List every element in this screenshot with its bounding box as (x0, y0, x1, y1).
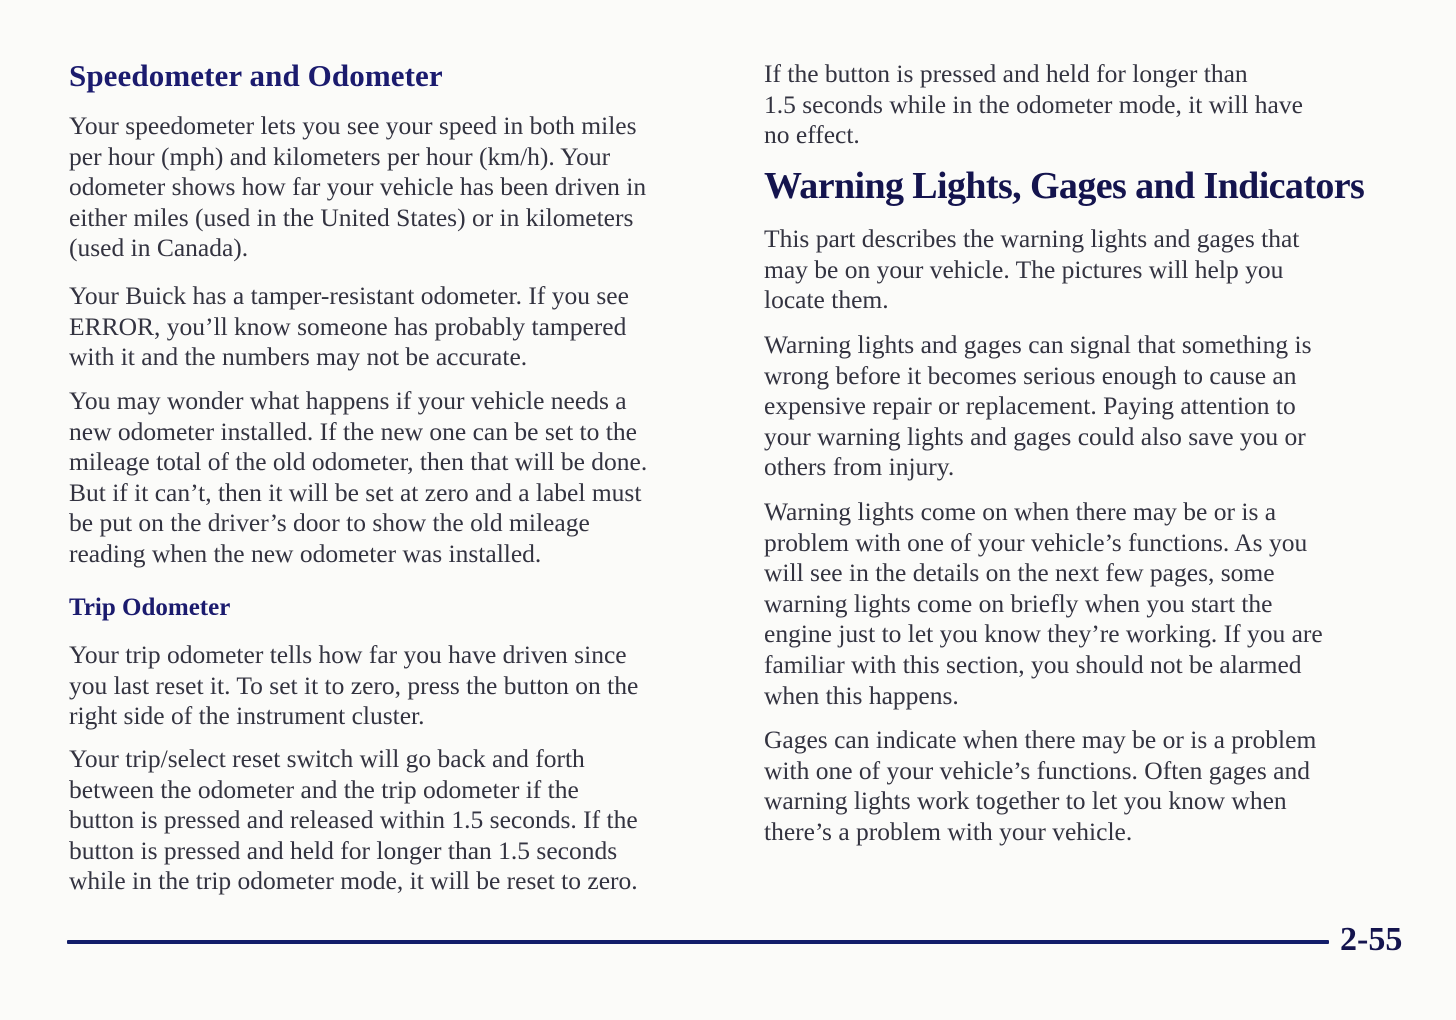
text-line: Your Buick has a tamper-resistant odometer. If you see (69, 281, 629, 310)
text-line: odometer shows how far your vehicle has been driven in (69, 172, 647, 202)
text-line: Your trip odometer tells how far you have driven since (69, 640, 627, 669)
text-line: reading when the new odometer was installed. (69, 538, 542, 568)
text-line: no effect. (764, 120, 860, 150)
text-line: (used in Canada). (69, 233, 249, 263)
page-number: 2-55 (1340, 921, 1403, 958)
text-line: warning lights come on briefly when you start the (764, 588, 1273, 618)
text-line: others from injury. (764, 452, 955, 482)
warning-paragraph-1 (764, 224, 1394, 316)
speedometer-paragraph-2 (69, 281, 717, 373)
footer-rule (67, 940, 1329, 944)
warning-paragraph-2 (764, 330, 1394, 483)
text-line: your warning lights and gages could also save you or (764, 421, 1306, 451)
text-line: problem with one of your vehicle’s functions. As you (764, 527, 1308, 557)
trip-paragraph-2 (69, 744, 717, 897)
text-line: But if it can’t, then it will be set at zero and a label must (69, 477, 642, 507)
text-line: If the button is pressed and held for longer than (764, 59, 1248, 88)
text-line: with one of your vehicle’s functions. Often gages and (764, 755, 1310, 785)
warning-lights-heading: Warning Lights, Gages and Indicators (764, 165, 1365, 207)
text-line: between the odometer and the trip odometer if the (69, 774, 579, 804)
text-line: Gages can indicate when there may be or is a problem (764, 725, 1317, 754)
text-line: familiar with this section, you should not be alarmed (764, 649, 1302, 679)
trip-odometer-heading: Trip Odometer (69, 594, 231, 621)
text-line: This part describes the warning lights and gages that (764, 224, 1300, 253)
warning-paragraph-4 (764, 725, 1394, 847)
text-line: mileage total of the old odometer, then that will be done. (69, 447, 648, 477)
text-line: may be on your vehicle. The pictures will help you (764, 254, 1284, 284)
text-line: ERROR, you’ll know someone has probably tampered (69, 311, 627, 341)
continued-paragraph (764, 59, 1394, 151)
text-line: wrong before it becomes serious enough to cause an (764, 360, 1297, 390)
text-line: Warning lights and gages can signal that something is (764, 330, 1312, 359)
speedometer-odometer-heading: Speedometer and Odometer (69, 58, 443, 93)
text-line: warning lights work together to let you know when (764, 786, 1287, 816)
text-line: either miles (used in the United States) or in kilometers (69, 202, 634, 232)
text-line: engine just to let you know they’re working. If you are (764, 619, 1323, 649)
text-line: when this happens. (764, 680, 959, 710)
text-line: 1.5 seconds while in the odometer mode, it will have (764, 89, 1303, 119)
text-line: Warning lights come on when there may be or is a (764, 497, 1277, 526)
warning-paragraph-3 (764, 497, 1394, 711)
text-line: expensive repair or replacement. Paying attention to (764, 391, 1296, 421)
text-line: while in the trip odometer mode, it will be reset to zero. (69, 866, 638, 896)
text-line: button is pressed and held for longer than 1.5 seconds (69, 835, 618, 865)
text-line: per hour (mph) and kilometers per hour (km/h). Your (69, 141, 611, 171)
text-line: right side of the instrument cluster. (69, 701, 425, 731)
trip-paragraph-1 (69, 640, 717, 732)
text-line: with it and the numbers may not be accurate. (69, 342, 528, 372)
text-line: button is pressed and released within 1.5 seconds. If the (69, 805, 638, 835)
text-line: be put on the driver’s door to show the old mileage (69, 508, 590, 538)
text-line: Your speedometer lets you see your speed in both miles (69, 111, 637, 140)
text-line: Your trip/select reset switch will go back and forth (69, 744, 585, 773)
text-line: will see in the details on the next few pages, some (764, 558, 1275, 588)
text-line: You may wonder what happens if your vehicle needs a (69, 386, 627, 415)
text-line: locate them. (764, 285, 889, 315)
text-line: there’s a problem with your vehicle. (764, 816, 1133, 846)
text-line: new odometer installed. If the new one can be set to the (69, 416, 637, 446)
speedometer-paragraph-1 (69, 111, 717, 264)
speedometer-paragraph-3 (69, 386, 717, 570)
text-line: you last reset it. To set it to zero, press the button on the (69, 670, 639, 700)
